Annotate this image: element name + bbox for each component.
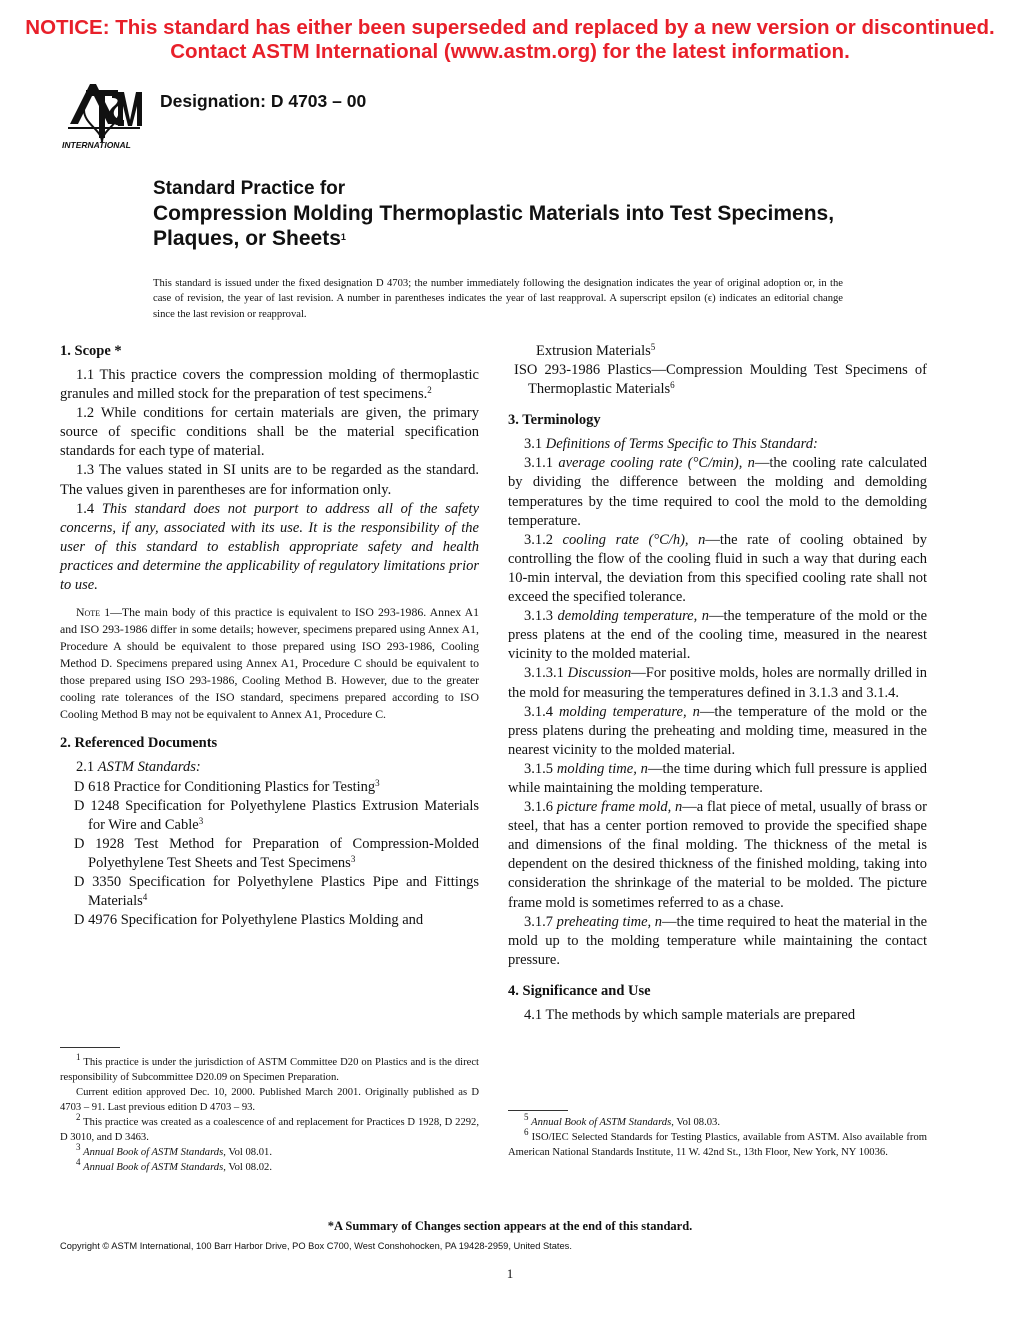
footnote-5: $^5$ Annual Book of ASTM Standards, Vol 08.03.: [524, 1112, 720, 1128]
page-number: 1: [506, 1266, 514, 1281]
designation: Designation: D 4703 – 00: [160, 91, 367, 111]
para-4-1: 4.1 The methods by which sample materials are prepared: [524, 1006, 856, 1023]
ref-item-tail: Extrusion Materials$^5$: [536, 342, 656, 359]
ref-item: D 1248 Specification for Polyethylene Plastics Extrusion Materials for Wire and Cable$^3$: [74, 797, 479, 833]
notice-line-2: Contact ASTM International (www.astm.org) for the latest information.: [170, 40, 850, 63]
ref-item-continued: D 4976 Specification for Polyethylene Plastics Molding and: [74, 912, 424, 929]
para-1-2: 1.2 While conditions for certain materials are given, the primary source of specific conditions shall be the material specification standards for each type of material.: [60, 405, 479, 460]
notice-line-1: NOTICE: This standard has either been superseded and replaced by a new version or discontinued.: [25, 16, 995, 39]
ref-item: D 618 Practice for Conditioning Plastics for Testing$^3$: [74, 777, 380, 795]
terminology-heading: 3. Terminology: [508, 412, 601, 429]
page-title: [153, 201, 873, 251]
footnote-4: $^4$ Annual Book of ASTM Standards, Vol 08.02.: [76, 1157, 272, 1173]
title-footnote-mark: 1: [340, 232, 346, 242]
term-3-1-4: 3.1.4 molding temperature, n—the temperature of the mold or the press platens during the preheating and molding time, measured in the nearest vicinity to the molded material.: [508, 703, 927, 758]
para-1-3: 1.3 The values stated in SI units are to be regarded as the standard. The values given in parentheses are for information only.: [60, 462, 479, 498]
term-3-1-5: 3.1.5 molding time, n—the time during which full pressure is applied while maintaining the molding temperature.: [508, 760, 927, 796]
term-3-1-2: 3.1.2 cooling rate (°C/h), n—the rate of cooling obtained by controlling the flow of the cooling fluid in such a way that during each 10-min interval, the deviation from this specified cooling rate shall not exceed the specified tolerance.: [508, 531, 927, 606]
significance-heading: 4. Significance and Use: [508, 982, 651, 999]
term-3-1-1: 3.1.1 average cooling rate (°C/min), n—the cooling rate calculated by dividing the difference between the molding and demolding temperatures by the time required to cool the mold to the demolding temperature.: [508, 455, 927, 529]
term-3-1-3: 3.1.3 demolding temperature, n—the temperature of the mold or the press platens at the end of the cooling time, measured in the nearest vicinity to the molded material.: [508, 608, 928, 663]
footnote-6: $^6$ ISO/IEC Selected Standards for Testing Plastics, available from ASTM. Also available from American National Standards Institute, 11 W. 42nd St., 13th Floor, New York, NY 10036.: [508, 1127, 927, 1158]
title-main: Compression Molding Thermoplastic Materials into Test Specimens, Plaques, or Sheets: [153, 202, 835, 250]
scope-heading: 1. Scope *: [60, 343, 122, 359]
ref-item: D 3350 Specification for Polyethylene Plastics Pipe and Fittings Materials$^4$: [74, 874, 479, 910]
para-1-4: 1.4 This standard does not purport to address all of the safety concerns, if any, associated with its use. It is the responsibility of the user of this standard to establish appropriate safety and health practices and determine the applicability of regulatory limitations prior to use.: [60, 500, 480, 594]
ref-item-iso: ISO 293-1986 Plastics—Compression Moulding Test Specimens of Thermoplastic Materials$^6$: [514, 362, 927, 398]
footnote-1b: Current edition approved Dec. 10, 2000. Published March 2001. Originally published as D 4703 – 91. Last previous edition D 4703 – 93.: [60, 1087, 479, 1113]
copyright: Copyright © ASTM International, 100 Barr Harbor Drive, PO Box C700, West Conshohocken, PA 19428-2959, United States.: [60, 1241, 572, 1251]
referenced-heading: 2. Referenced Documents: [60, 735, 218, 752]
footnotes-left: [60, 1052, 479, 1175]
footnote-3: $^3$ Annual Book of ASTM Standards, Vol 08.01.: [76, 1142, 272, 1158]
para-2-1: 2.1 ASTM Standards:: [76, 759, 201, 776]
para-1-1: 1.1 This practice covers the compression molding of thermoplastic granules and milled stock for the preparation of test specimens.$^2$: [60, 367, 479, 403]
footnotes-right: [508, 1112, 927, 1160]
term-3-1-3-1: 3.1.3.1 Discussion—For positive molds, holes are normally drilled in the mold for measuring the temperatures defined in 3.1.3 and 3.1.4.: [508, 665, 928, 701]
footnote-rule-right: [508, 1110, 568, 1111]
logo-caption: INTERNATIONAL: [62, 140, 131, 150]
left-column: [60, 342, 479, 930]
term-3-1-6: 3.1.6 picture frame mold, n—a flat piece of metal, usually of brass or steel, that has a center portion removed to provide the specified shape and dimensions of the final molding. The thickness of the metal is dependent on the desired thickness of the finished molding, taking into consideration the shrinkage of the material to be molded. The picture frame mold is sometimes referred to as a chase.: [508, 799, 927, 911]
note-1: Note 1—The main body of this practice is equivalent to ISO 293-1986. Annex A1 and ISO 293-1986 differ in some details; however, specimens prepared using Annex A1, Procedure A should be equivalent to those prepared using ISO 293-1986, Cooling Method D. Specimens prepared using Annex A1, Procedure C should be equivalent to those prepared using ISO 293-1986, Cooling Method B. However, due to the greater cooling rate tolerances of the ISO standard, specimens prepared according to ISO Cooling Method B may not be equivalent to Annex A1, Procedure C.: [60, 605, 479, 721]
astm-logo: [60, 80, 146, 154]
summary-note: *A Summary of Changes section appears at the end of this standard.: [327, 1219, 693, 1233]
right-column: [508, 342, 927, 1025]
term-3-1-7: 3.1.7 preheating time, n—the time required to heat the material in the mold up to the molding temperature while maintaining the contact pressure.: [508, 913, 928, 968]
title-line-1: Standard Practice for: [153, 178, 346, 199]
para-3-1: 3.1 Definitions of Terms Specific to This Standard:: [524, 436, 818, 453]
footnote-rule-left: [60, 1047, 120, 1048]
footnote-2: $^2$ This practice was created as a coalescence of and replacement for Practices D 1928, D 2292, D 3010, and D 3463.: [60, 1112, 479, 1143]
issue-statement: This standard is issued under the fixed designation D 4703; the number immediately following the designation indicates the year of original adoption or, in the case of revision, the year of last revision. A number in parentheses indicates the year of last reapproval. A superscript epsilon (ϵ) indicates an editorial change since the last revision or reapproval.: [153, 278, 843, 320]
ref-item: D 1928 Test Method for Preparation of Compression-Molded Polyethylene Test Sheets and Test Specimens$^3$: [74, 835, 479, 871]
footnote-1: $^1$ This practice is under the jurisdiction of ASTM Committee D20 on Plastics and is the direct responsibility of Subcommittee D20.09 on Specimen Preparation.: [60, 1052, 479, 1083]
